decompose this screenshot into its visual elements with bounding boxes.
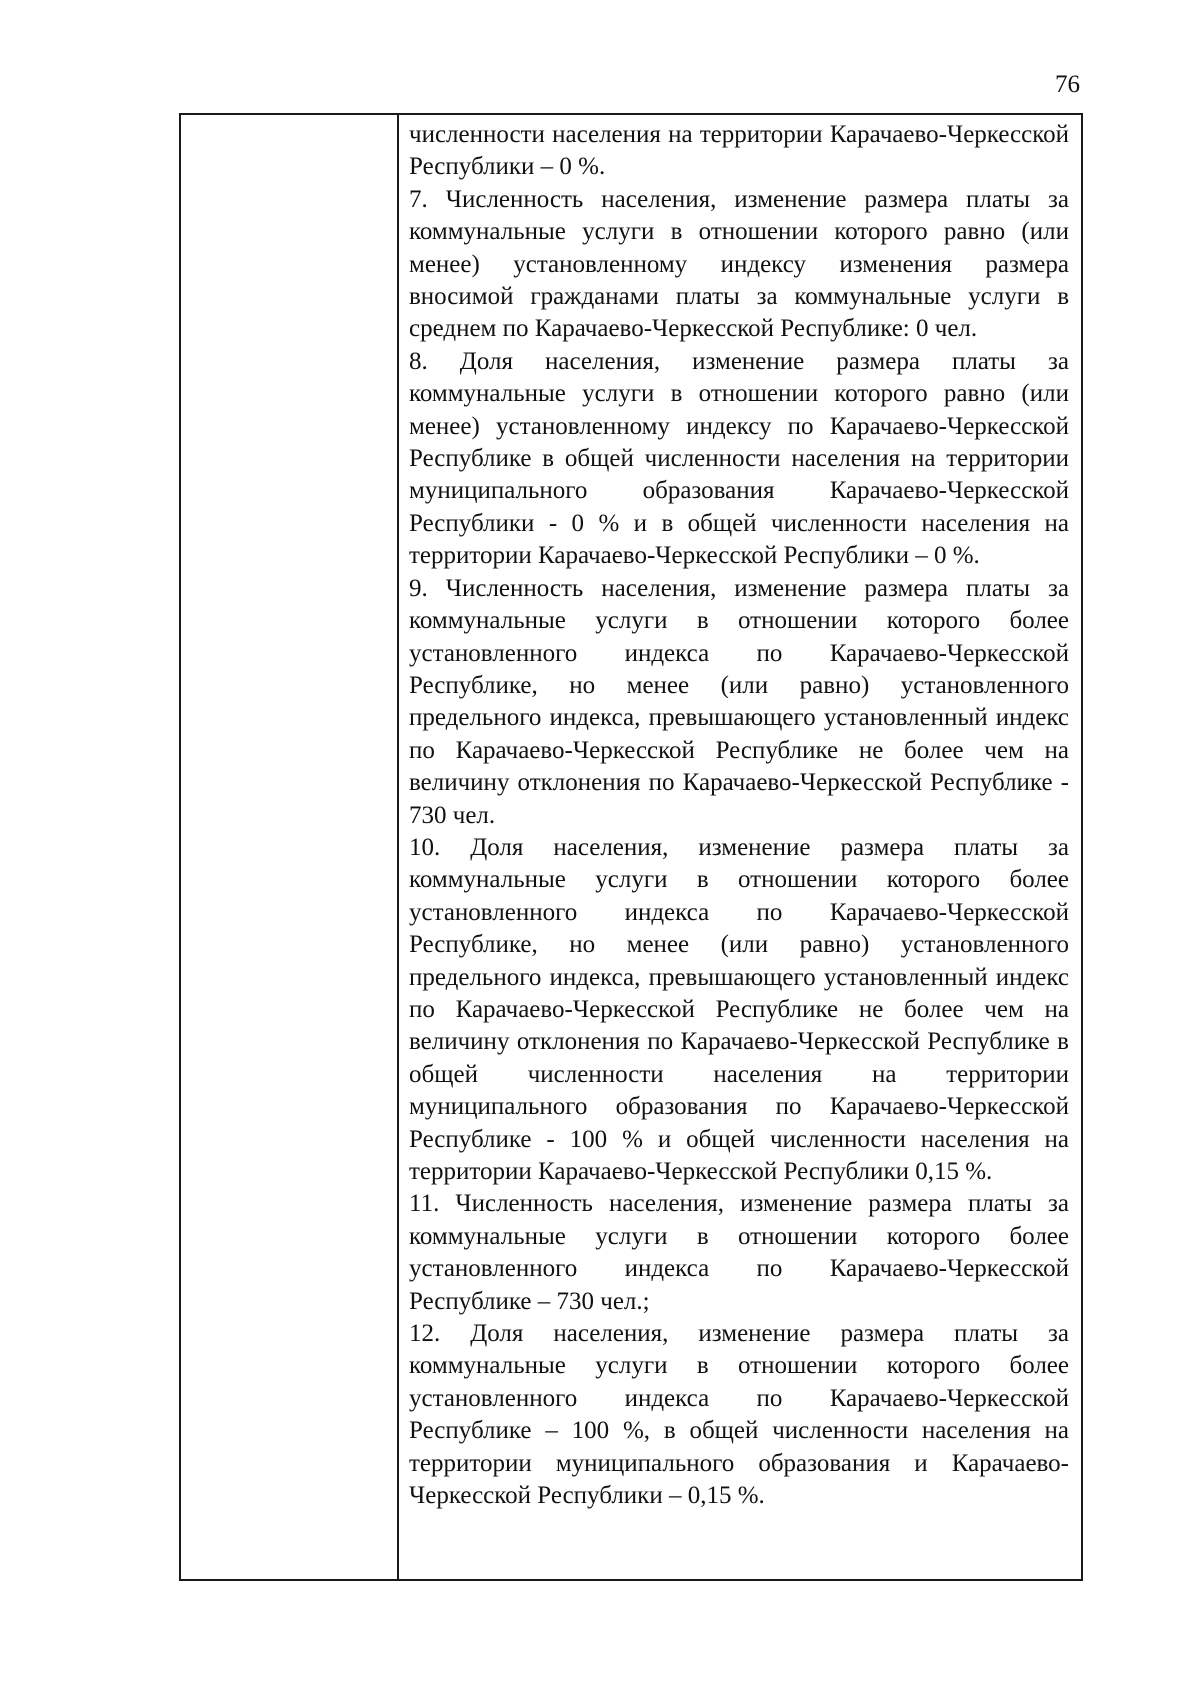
document-table [179,113,1083,1581]
table-row [180,114,1082,1580]
paragraph-item-12: 12. Доля населения, изменение размера платы за коммунальные услуги в отношении которого более установленного индекса по Карачаево-Черкесской Республике – 100 %, в общей численности населения на территории муниципального образования и Карачаево-Черкесской Республики – 0,15 %. [409,1320,1069,1510]
paragraph-item-8: 8. Доля населения, изменение размера платы за коммунальные услуги в отношении которого равно (или менее) установленному индексу по Карачаево-Черкесской Республике в общей численности населения на территории муниципального образования Карачаево-Черкесской Республики - 0 % и в общей численности населения на территории Карачаево-Черкесской Республики – 0 %. [409,347,1069,570]
page-number: 76 [1055,71,1080,98]
left-column-cell [180,114,398,1580]
content-cell [398,114,1082,1580]
paragraph-item-11: 11. Численность населения, изменение размера платы за коммунальные услуги в отношении которого более установленного индекса по Карачаево-Черкесской Республике – 730 чел.; [409,1190,1069,1315]
paragraph-item-7: 7. Численность населения, изменение размера платы за коммунальные услуги в отношении которого равно (или менее) установленному индексу изменения размера вносимой гражданами платы за коммунальные услуги в среднем по Карачаево-Черкесской Республике: 0 чел. [409,185,1069,343]
paragraph-continuation: численности населения на территории Карачаево-Черкесской Республики – 0 %. [409,121,1069,181]
paragraph-item-10: 10. Доля населения, изменение размера платы за коммунальные услуги в отношении которого более установленного индекса по Карачаево-Черкесской Республике, но менее (или равно) установленного предельного индекса, превышающего установленный индекс по Карачаево-Черкесской Республике не более чем на величину отклонения по Карачаево-Черкесской Республике в общей численности населения на территории муниципального образования по Карачаево-Черкесской Республике - 100 % и общей численности населения на территории Карачаево-Черкесской Республики 0,15 %. [409,833,1069,1185]
paragraph-item-9: 9. Численность населения, изменение размера платы за коммунальные услуги в отношении которого более установленного индекса по Карачаево-Черкесской Республике, но менее (или равно) установленного предельного индекса, превышающего установленный индекс по Карачаево-Черкесской Республике не более чем на величину отклонения по Карачаево-Черкесской Республике - 730 чел. [409,574,1069,829]
